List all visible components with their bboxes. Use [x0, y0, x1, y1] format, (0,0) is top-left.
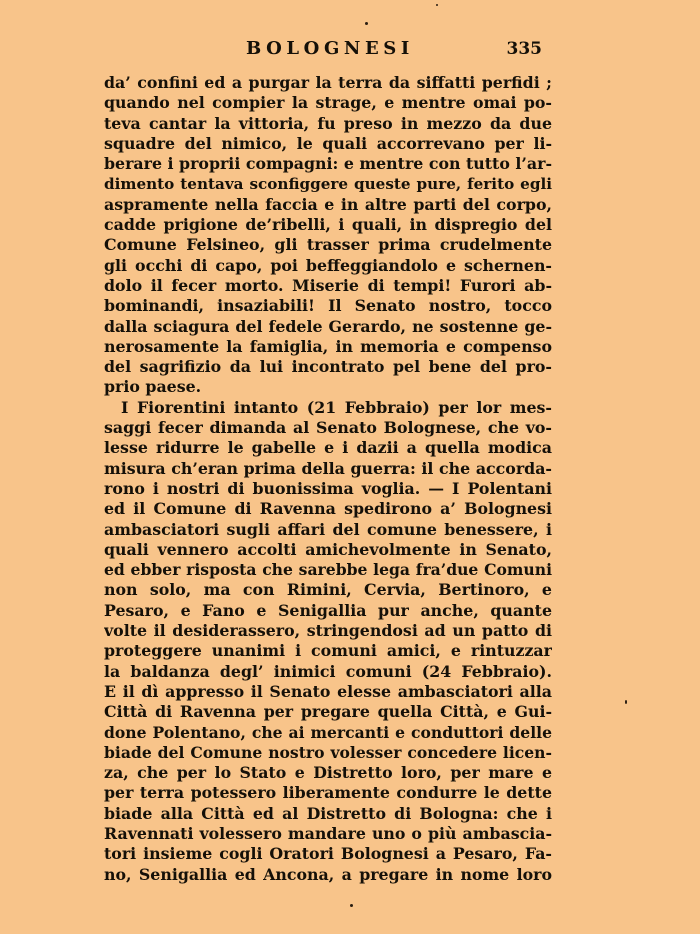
page-number: 335: [506, 39, 542, 59]
text-line: dimento tentava sconfiggere queste pure, ferito egli: [104, 175, 552, 194]
text-line: bominandi, insaziabili! Il Senato nostro, tocco: [104, 296, 552, 316]
text-line: Comune Felsineo, gli trasser prima crudelmente: [104, 235, 552, 255]
text-line: del sagrifizio da lui incontrato pel bene del pro-: [104, 357, 552, 377]
text-line: quando nel compier la strage, e mentre omai po-: [104, 93, 552, 113]
text-line: done Polentano, che ai mercanti e conduttori delle: [104, 722, 552, 742]
paper-speck: [436, 4, 438, 6]
text-line: berare i proprii compagni: e mentre con tutto l’ar-: [104, 154, 552, 174]
paper-speck: [365, 22, 368, 25]
text-line: non solo, ma con Rimini, Cervia, Bertinoro, e: [104, 580, 552, 600]
text-line: da’ confini ed a purgar la terra da siffatti perfidi ;: [104, 73, 552, 92]
text-line: Pesaro, e Fano e Senigallia pur anche, quante: [104, 600, 552, 620]
text-line: Città di Ravenna per pregare quella Città, e Gui-: [104, 702, 552, 722]
text-line: Ravennati volessero mandare uno o più ambascia-: [104, 823, 552, 843]
text-line: dalla sciagura del fedele Gerardo, ne sostenne ge-: [104, 316, 552, 336]
text-line: tori insieme cogli Oratori Bolognesi a Pesaro, Fa-: [104, 844, 552, 864]
paragraph-end-line: prio paese.: [104, 377, 202, 397]
text-line: lesse ridurre le gabelle e i dazii a quella modica: [104, 438, 552, 458]
text-line: ed ebber risposta che sarebbe lega fra’due Comuni: [104, 560, 552, 580]
paragraph-start-line: I Fiorentini intanto (21 Febbraio) per lor mes-: [121, 397, 552, 417]
text-line: misura ch’eran prima della guerra: il che accorda-: [104, 458, 552, 478]
text-line: saggi fecer dimanda al Senato Bolognese, che vo-: [104, 418, 552, 438]
text-line: teva cantar la vittoria, fu preso in mezzo da due: [104, 113, 552, 133]
text-line: rono i nostri di buonissima voglia. — I Polentani: [104, 478, 552, 498]
text-line: nerosamente la famiglia, in memoria e compenso: [104, 336, 552, 356]
text-line: biade del Comune nostro volesser concedere licen-: [104, 742, 552, 762]
text-line: za, che per lo Stato e Distretto loro, per mare e: [104, 763, 552, 783]
text-line: per terra potessero liberamente condurre le dette: [104, 783, 552, 803]
text-line: ambasciatori sugli affari del comune benessere, i: [104, 519, 552, 539]
text-line: cadde prigione de’ribelli, i quali, in dispregio del: [104, 215, 552, 235]
text-line: no, Senigallia ed Ancona, a pregare in nome loro: [104, 864, 552, 884]
text-line: aspramente nella faccia e in altre parti del corpo,: [104, 194, 552, 214]
running-head: [104, 38, 552, 62]
paper-speck: [350, 904, 353, 907]
text-line: ed il Comune di Ravenna spedirono a’ Bolognesi: [104, 499, 552, 519]
paper-speck: [625, 700, 627, 704]
text-line: la baldanza degl’ inimici comuni (24 Febbraio).: [104, 661, 552, 681]
text-line: dolo il fecer morto. Miserie di tempi! Furori ab-: [104, 275, 552, 295]
text-line: squadre del nimico, le quali accorrevano per li-: [104, 133, 552, 153]
text-line: biade alla Città ed al Distretto di Bologna: che i: [104, 803, 552, 823]
body-text: [104, 73, 552, 885]
text-line: E il dì appresso il Senato elesse ambasciatori alla: [104, 681, 552, 701]
text-line: quali vennero accolti amichevolmente in Senato,: [104, 539, 552, 559]
text-line: gli occhi di capo, poi beffeggiandolo e schernen-: [104, 255, 552, 275]
text-line: volte il desiderassero, stringendosi ad un patto di: [104, 621, 552, 641]
text-line: proteggere unanimi i comuni amici, e rintuzzar: [104, 641, 552, 661]
running-title: BOLOGNESI: [246, 38, 414, 59]
